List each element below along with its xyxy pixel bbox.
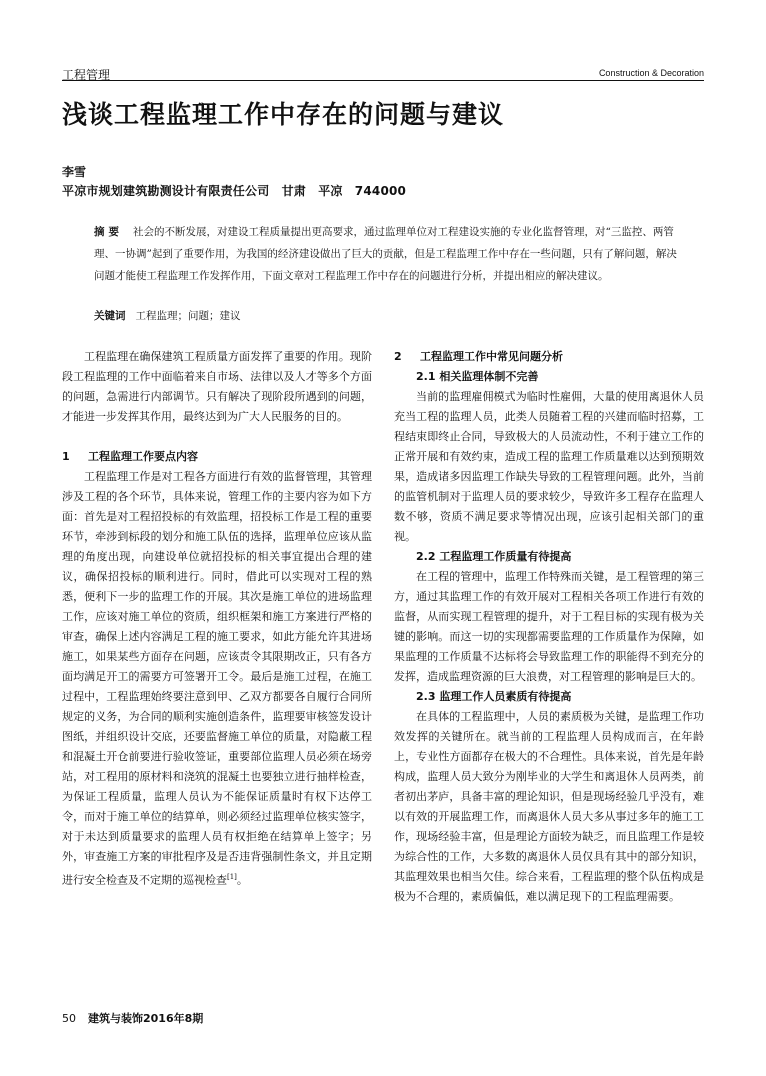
section-1-number: 1 [62,450,70,463]
header-rule [62,80,704,81]
section-2-heading [394,347,704,367]
author-name: 李雪 [62,165,87,179]
keywords [94,308,241,323]
section-1-end: 。 [236,873,248,887]
section-2-1-paragraph: 当前的监理雇佣模式为临时性雇佣，大量的使用离退休人员充当工程的监理人员，此类人员随着工程的兴建而临时招募，工程结束即终止合同，导致极大的人员流动性，不利于建立工作的正常开展和有效约束，造成工程的监理工作质量难以达到预期效果，造成诸多因监理工作缺失导致的工程管理问题。此外，当前的监管机制对于监理人员的要求较少，导致许多工程存在监理人数不够，资质不满足要求等情况出现，应该引起相关部门的重视。 [394,390,704,543]
section-2-title: 工程监理工作中常见问题分析 [420,350,563,363]
abstract-label: 摘要 [94,226,123,238]
journal-name-en: Construction & Decoration [598,68,704,78]
section-1-paragraph [62,467,372,891]
abstract-text: 社会的不断发展，对建设工程质量提出更高要求，通过监理单位对工程建设实施的专业化监督管理，对“三监控、两管理、一协调”起到了重要作用，为我国的经济建设做出了巨大的贡献，但是工程监理工作中存在一些问题，只有了解问题，解决问题才能使工程监理工作发挥作用，下面文章对工程监理工作中存在的问题进行分析，并提出相应的解决建议。 [94,226,677,282]
section-1-title: 工程监理工作要点内容 [88,450,198,463]
article-title: 浅谈工程监理工作中存在的问题与建议 [62,100,505,129]
section-1-text: 工程监理工作是对工程各方面进行有效的监督管理，其管理涉及工程的各个环节，具体来说，管理工作的主要内容为如下方面：首先是对工程招投标的有效监理，招投标工作是工程的重要环节，牵涉到标段的划分和施工队伍的选择，监理单位应该从监理的角度出现，向建设单位就招投标的相关事宜提出合理的建议，确保招投标的顺利进行。同时，借此可以实现对工程的熟悉，便利下一步的监理工作的开展。其次是施工单位的进场监理工作，应该对施工单位的资质，组织框架和施工方案进行严格的审查，确保上述内容满足工程的施工要求，如此方能允许其进场施工，如果某些方面存在问题，应该责令其限期改正，只有各方面均满足开工的需要方可签署开工令。最后是施工过程，在施工过程中，工程监理始终要注意到甲、乙双方都要各自履行合同所规定的义务，为合同的顺利实施创造条件，监理要审核签发设计图纸，并组织设计交底，还要监督施工单位的质量，对隐蔽工程和混凝土开仓前要进行验收签证，重要部位监理人员必须在场旁站，对工程用的原材料和浇筑的混凝土也要独立进行抽样检查，为保证工程质量，监理人员认为不能保证质量时有权下达停工令，而对于施工单位的结算单，则必须经过监理单位核实签字，对于未达到质量要求的监理人员有权拒绝在结算单上签字；另外，审查施工方案的审批程序及是否违背强制性条文，并且定期进行安全检查及不定期的巡视检查 [62,470,372,887]
section-2-1-title: 2.1 相关监理体制不完善 [416,370,539,383]
left-column [62,347,372,891]
right-column [394,347,704,907]
keywords-text: 工程监理；问题；建议 [135,310,241,322]
section-2-2-title: 2.2 工程监理工作质量有待提高 [416,550,572,563]
section-2-3-title: 2.3 监理工作人员素质有待提高 [416,690,572,703]
section-2-2-paragraph: 在工程的管理中，监理工作特殊而关键，是工程管理的第三方，通过其监理工作的有效开展对工程相关各项工作进行有效的监督，从而实现工程管理的提升，对于工程目标的实现有极为关键的影响。而这一切的实现都需要监理的工作质量作为保障，如果监理的工作质量不达标将会导致监理工作的职能得不到充分的发挥，造成监理资源的巨大浪费，对工程管理的影响是巨大的。 [394,570,704,683]
author-affiliation: 平凉市规划建筑勘测设计有限责任公司 甘肃 平凉 744000 [62,184,407,198]
section-1-heading [62,447,372,467]
citation: [1] [227,873,237,881]
intro-paragraph: 工程监理在确保建筑工程质量方面发挥了重要的作用。现阶段工程监理的工作中面临着来自市场、法律以及人才等多个方面的问题，急需进行内部调节。只有解决了现阶段所遇到的问题，才能进一步发挥其作用，最终达到为广大人民服务的目的。 [62,350,372,423]
page-number: 50 [62,1012,76,1025]
section-2-number: 2 [394,350,402,363]
section-2-3-paragraph: 在具体的工程监理中，人员的素质极为关键，是监理工作功效发挥的关键所在。就当前的工程监理人员构成而言，在年龄上，专业性方面都存在极大的不合理性。具体来说，首先是年龄构成，监理人员大致分为刚毕业的大学生和离退休人员两类，前者初出茅庐，具备丰富的理论知识，但是现场经验几乎没有，难以有效的开展监理工作，而离退休人员大多从事过多年的施工工作，现场经验丰富，但是理论方面较为缺乏，而且监理工作是较为综合性的工作，大多数的离退休人员仅具有其中的部分知识，其监理效果也相当欠佳。综合来看，工程监理的整个队伍构成是极为不合理的，素质偏低，难以满足现下的工程监理需要。 [394,710,704,903]
abstract [94,221,680,287]
keywords-label: 关键词 [94,310,126,322]
section-label: 工程管理 [62,68,111,82]
journal-issue: 建筑与装饰2016年8期 [88,1012,204,1025]
page-footer [62,1010,203,1026]
running-header [62,66,704,80]
